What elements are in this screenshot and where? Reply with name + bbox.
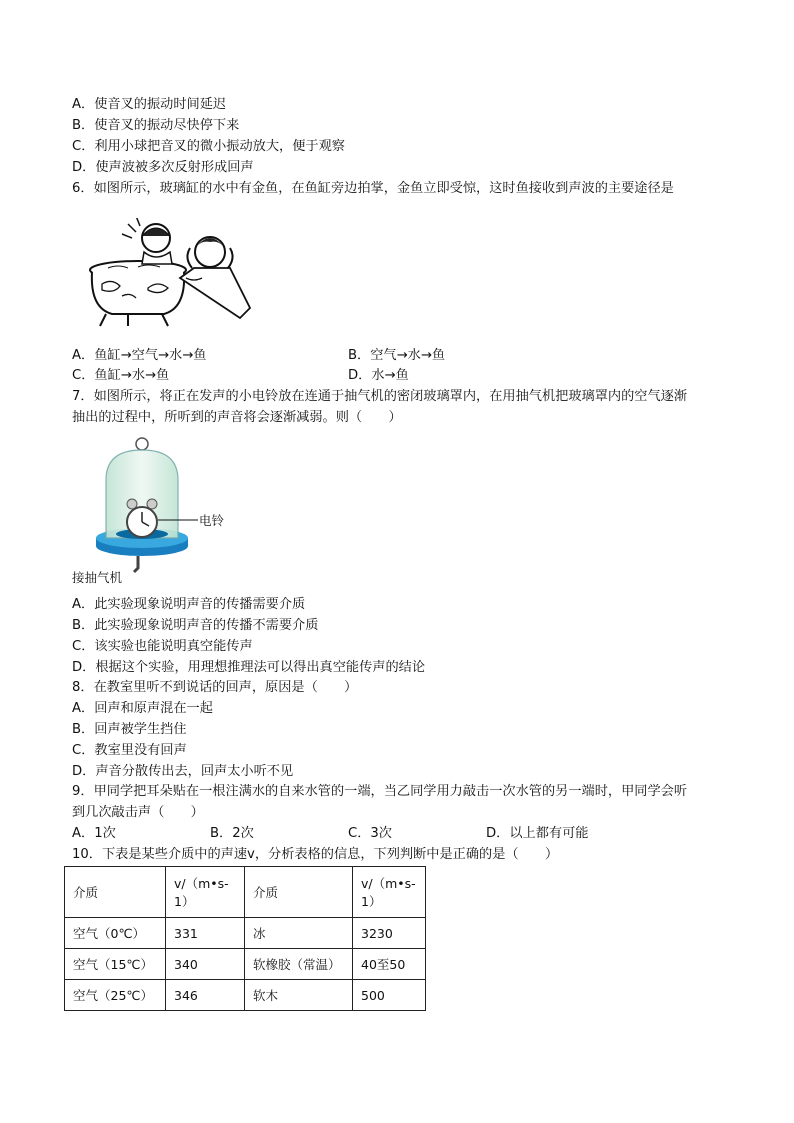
table-cell: 331	[166, 918, 245, 949]
q6-option-c: C．鱼缸→水→鱼	[72, 368, 170, 383]
sound-speed-table	[64, 866, 426, 1011]
table-cell: 40至50	[353, 949, 426, 980]
table-cell: 346	[166, 980, 245, 1011]
q7-option-b: B．此实验现象说明声音的传播不需要介质	[72, 618, 319, 633]
q8-option-d: D．声音分散传出去，回声太小听不见	[72, 764, 294, 779]
q5-option-a: A．使音叉的振动时间延迟	[72, 97, 227, 112]
q7-option-d: D．根据这个实验，用理想推理法可以得出真空能传声的结论	[72, 660, 426, 675]
table-cell: 340	[166, 949, 245, 980]
q6-option-d: D．水→鱼	[348, 368, 409, 383]
q5-option-d: D．使声波被多次反射形成回声	[72, 160, 254, 175]
fishbowl-figure	[78, 218, 258, 330]
q5-option-b: B．使音叉的振动尽快停下来	[72, 118, 240, 133]
q6-stem: 6．如图所示，玻璃缸的水中有金鱼，在鱼缸旁边拍掌，金鱼立即受惊，这时鱼接收到声波的主要途径是	[72, 181, 674, 196]
q7-stem-line1: 7．如图所示，将正在发声的小电铃放在连通于抽气机的密闭玻璃罩内，在用抽气机把玻璃罩内的空气逐渐	[72, 389, 688, 404]
q9-stem-line1: 9．甲同学把耳朵贴在一根注满水的自来水管的一端，当乙同学用力敲击一次水管的另一端时，甲同学会听	[72, 784, 688, 799]
pump-label: 接抽气机	[72, 570, 123, 585]
q6-option-b: B．空气→水→鱼	[348, 348, 446, 363]
q5-option-c: C．利用小球把音叉的微小振动放大，便于观察	[72, 139, 345, 154]
table-cell: 冰	[245, 918, 353, 949]
table-cell: 3230	[353, 918, 426, 949]
table-header-row	[65, 867, 426, 918]
table-cell: 空气（0℃）	[65, 918, 166, 949]
q10-stem: 10．下表是某些介质中的声速v，分析表格的信息，下列判断中是正确的是（ ）	[72, 847, 559, 862]
q8-option-a: A．回声和原声混在一起	[72, 701, 213, 716]
q7-option-a: A．此实验现象说明声音的传播需要介质	[72, 597, 306, 612]
q8-stem: 8．在教室里听不到说话的回声，原因是（ ）	[72, 680, 358, 695]
table-cell: 软橡胶（常温）	[245, 949, 353, 980]
q9-stem-line2: 到几次敲击声（ ）	[72, 805, 204, 820]
q8-option-c: C．教室里没有回声	[72, 743, 187, 758]
header-medium-2: 介质	[245, 867, 353, 918]
table-cell: 软木	[245, 980, 353, 1011]
table-row	[65, 949, 426, 980]
table-row	[65, 918, 426, 949]
header-medium-1: 介质	[65, 867, 166, 918]
table-cell: 500	[353, 980, 426, 1011]
bell-jar-figure	[72, 434, 242, 584]
q7-stem-line2: 抽出的过程中，所听到的声音将会逐渐减弱。则（ ）	[72, 410, 402, 425]
q9-option-a: A．1次	[72, 826, 116, 841]
table-cell: 空气（15℃）	[65, 949, 166, 980]
header-speed-2: v/（m•s-1）	[353, 867, 426, 918]
table-cell: 空气（25℃）	[65, 980, 166, 1011]
q9-option-b: B．2次	[210, 826, 254, 841]
q9-option-d: D．以上都有可能	[486, 826, 589, 841]
q6-option-a: A．鱼缸→空气→水→鱼	[72, 348, 207, 363]
header-speed-1: v/（m•s-1）	[166, 867, 245, 918]
q8-option-b: B．回声被学生挡住	[72, 722, 187, 737]
table-row	[65, 980, 426, 1011]
bell-label: 电铃	[199, 513, 225, 528]
q9-option-c: C．3次	[348, 826, 392, 841]
q7-option-c: C．该实验也能说明真空能传声	[72, 639, 253, 654]
